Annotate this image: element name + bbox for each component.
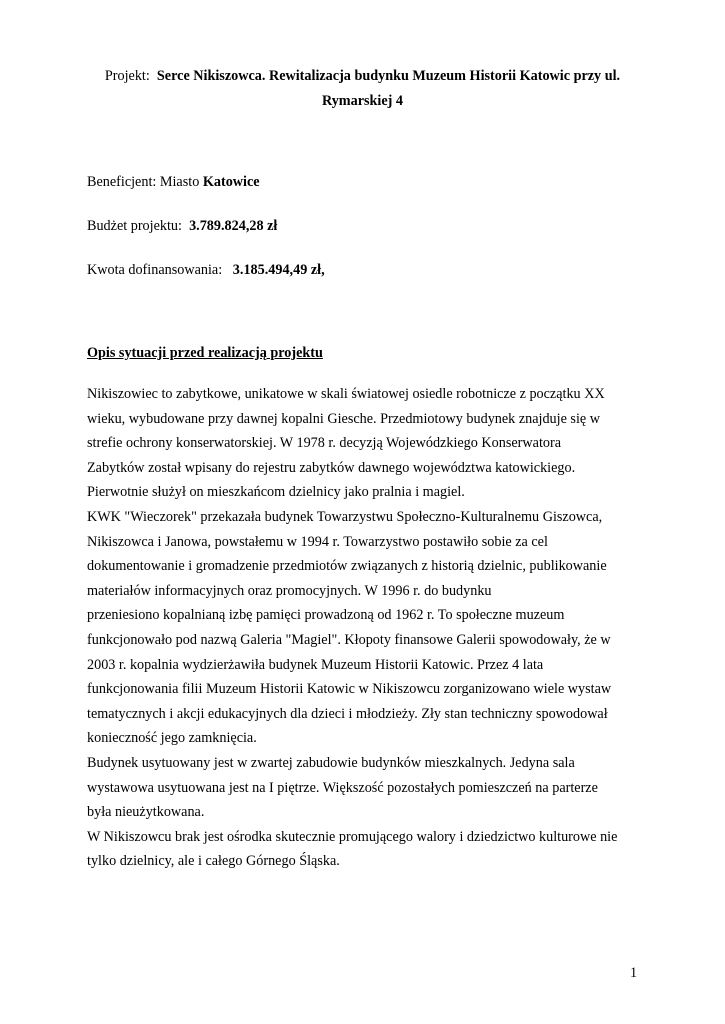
body-line: Nikiszowca i Janowa, powstałemu w 1994 r. Towarzystwo postawiło sobie za cel <box>87 533 548 550</box>
body-line: była nieużytkowana. <box>87 804 205 821</box>
funding-value: 3.185.494,49 zł, <box>232 262 325 278</box>
budget-row <box>87 218 277 235</box>
body-line: konieczność jego zamknięcia. <box>87 730 257 747</box>
funding-label: Kwota dofinansowania: <box>87 262 223 278</box>
body-line: wystawowa usytuowana jest na I piętrze. Większość pozostałych pomieszczeń na parterze <box>87 779 598 796</box>
body-line: 2003 r. kopalnia wydzierżawiła budynek Muzeum Historii Katowic. Przez 4 lata <box>87 656 544 673</box>
beneficiary-value: Katowice <box>202 174 260 190</box>
body-line: tematycznych i akcji edukacyjnych dla dzieci i młodzieży. Zły stan techniczny spowodował <box>87 705 608 722</box>
body-line: przeniesiono kopalnianą izbę pamięci prowadzoną od 1962 r. To społeczne muzeum <box>87 607 565 624</box>
project-title <box>86 64 639 114</box>
body-line: KWK "Wieczorek" przekazała budynek Towarzystwu Społeczno-Kulturalnemu Giszowca, <box>87 508 603 525</box>
body-line: strefie ochrony konserwatorskiej. W 1978 r. decyzją Wojewódzkiego Konserwatora <box>87 435 561 452</box>
body-line: W Nikiszowcu brak jest ośrodka skutecznie promującego walory i dziedzictwo kulturowe nie <box>87 828 618 845</box>
body-line: dokumentowanie i gromadzenie przedmiotów związanych z historią dzielnic, publikowanie <box>87 558 607 575</box>
page-number: 1 <box>630 965 638 981</box>
body-line: wieku, wybudowane przy dawnej kopalni Giesche. Przedmiotowy budynek znajduje się w <box>87 410 600 427</box>
budget-label: Budżet projektu: <box>87 218 182 234</box>
body-line: funkcjonowało pod nazwą Galeria "Magiel". Kłopoty finansowe Galerii spowodowały, że w <box>87 631 611 648</box>
budget-value: 3.789.824,28 zł <box>189 218 278 234</box>
body-line: Zabytków został wpisany do rejestru zabytków dawnego województwa katowickiego. <box>87 459 576 476</box>
body-line: Nikiszowiec to zabytkowe, unikatowe w skali światowej osiedle robotnicze z początku XX <box>87 386 605 402</box>
beneficiary-label: Beneficjent: Miasto <box>87 174 200 190</box>
body-line: materiałów informacyjnych oraz promocyjnych. W 1996 r. do budynku <box>87 582 492 599</box>
body-text <box>87 382 647 874</box>
project-title-line1: Serce Nikiszowca. Rewitalizacja budynku Muzeum Historii Katowic przy ul. <box>156 68 621 84</box>
project-title-line2: Rymarskiej 4 <box>321 93 404 109</box>
body-line: tylko dzielnicy, ale i całego Górnego Śląska. <box>87 853 340 870</box>
project-label: Projekt: <box>104 68 150 84</box>
body-line: funkcjonowania filii Muzeum Historii Katowic w Nikiszowcu zorganizowano wiele wystaw <box>87 681 612 698</box>
section-heading: Opis sytuacji przed realizacją projektu <box>87 345 323 361</box>
funding-row <box>87 262 325 279</box>
body-line: Pierwotnie służył on mieszkańcom dzielnicy jako pralnia i magiel. <box>87 484 465 501</box>
body-line: Budynek usytuowany jest w zwartej zabudowie budynków mieszkalnych. Jedyna sala <box>87 754 575 771</box>
beneficiary-row <box>87 174 260 191</box>
